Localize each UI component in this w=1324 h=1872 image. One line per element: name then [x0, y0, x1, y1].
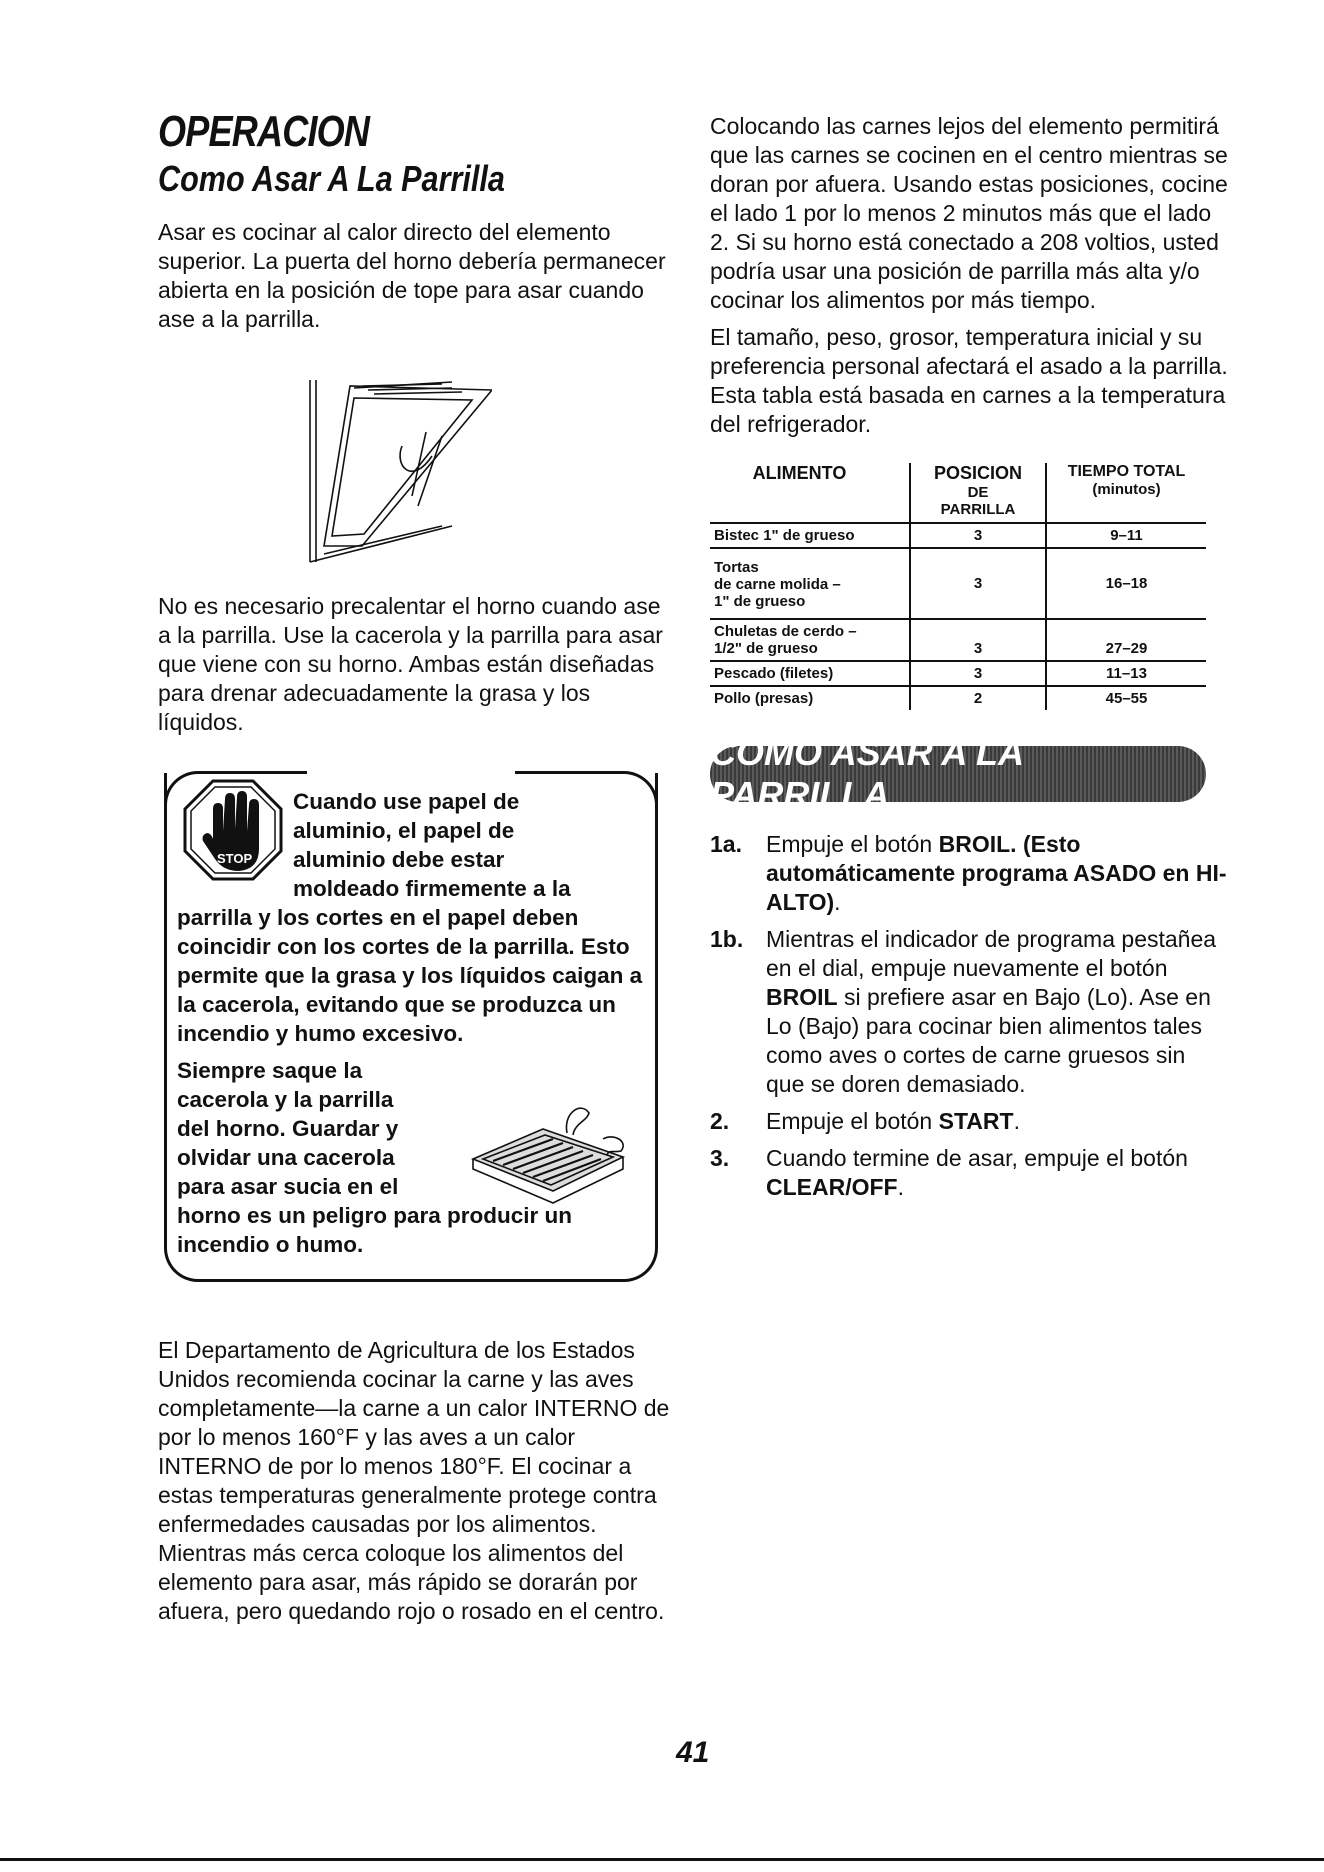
foil-warning-text: Cuando use papel de aluminio, el papel de aluminio debe estar moldeado firmemente a la parrilla y los cortes en el papel deben coincidir con los cortes de la parrilla. Esto permite que la grasa y los líquidos caigan a la cacerola, evitando que se produzca un incendio y humo excesivo. Siempre saque la cacerola y la parrilla del horno. Guardar y olvidar una cacerola para asar sucia en el horno es un peligro para producir un incendio o humo.	[177, 787, 645, 1259]
section-title: OPERACION	[158, 107, 370, 156]
header-food: ALIMENTO	[710, 463, 910, 523]
bottom-rule	[0, 1858, 1324, 1861]
stop-hand-icon	[183, 779, 283, 889]
svg-text:STOP: STOP	[217, 851, 253, 866]
broil-steps-list	[710, 830, 1230, 1202]
intro-paragraph: Asar es cocinar al calor directo del elemento superior. La puerta del horno debería permanecer abierta en la posición de tope para asar cuando ase a la parrilla.	[158, 219, 666, 332]
list-item: 1b. Mientras el indicador de programa pestañea en el dial, empuje nuevamente el botón BROIL si prefiere asar en Bajo (Lo). Ase en Lo (Bajo) para cocinar bien alimentos tales como aves o cortes de carne gruesos sin que se doren demasiado.	[710, 926, 1217, 1097]
table-row: Chuletas de cerdo – 1/2" de grueso 3 27–29	[710, 619, 1206, 661]
foil-warning-rest: parrilla y los cortes en el papel deben coincidir con los cortes de la parrilla. Esto permite que la grasa y los líquidos caigan a la cacerola, evitando que se produzca un incendio y humo excesivo.	[177, 905, 643, 1046]
section-subtitle: Como Asar A La Parrilla	[158, 158, 505, 199]
list-item: 3. Cuando termine de asar, empuje el botón CLEAR/OFF.	[710, 1145, 1188, 1200]
section-banner: COMO ASAR A LA PARRILLA	[710, 746, 1206, 802]
broiling-chart-table	[710, 463, 1206, 710]
preheat-paragraph: No es necesario precalentar el horno cuando ase a la parrilla. Use la cacerola y la parrilla para asar que viene con su horno. Ambas están diseñadas para drenar adecuadamente la grasa y los líquidos.	[158, 593, 663, 735]
header-position: POSICION DE PARRILLA	[910, 463, 1046, 523]
usda-paragraph: El Departamento de Agricultura de los Estados Unidos recomienda cocinar la carne y las aves completamente—la carne a un calor INTERNO de por lo menos 160°F y las aves a un calor INTERNO de por lo menos 180°F. El cocinar a estas temperaturas generalmente protege contra enfermedades causadas por los alimentos. Mientras más cerca coloque los alimentos del elemento para asar, más rápido se dorarán por afuera, pero quedando rojo o rosado en el centro.	[158, 1337, 670, 1624]
table-row: Tortas de carne molida – 1" de grueso 3 16–18	[710, 548, 1206, 619]
page-number: 41	[676, 1736, 710, 1769]
position-paragraph: Colocando las carnes lejos del elemento permitirá que las carnes se cocinen en el centro mientras se doran por afuera. Usando estas posiciones, cocine el lado 1 por lo menos 2 minutos más que el lado 2. Si su horno está conectado a 208 voltios, usted podría usar una posición de parrilla más alta y/o cocinar los alimentos por más tiempo.	[710, 113, 1228, 313]
table-row: Pollo (presas) 2 45–55	[710, 686, 1206, 710]
list-item: 2. Empuje el botón START.	[710, 1108, 1020, 1134]
factors-paragraph: El tamaño, peso, grosor, temperatura inicial y su preferencia personal afectará el asado a la parrilla. Esta tabla está basada en carnes a la temperatura del refrigerador.	[710, 324, 1228, 437]
pan-warning-text: Siempre saque la cacerola y la parrilla del horno. Guardar y olvidar una cacerola para asar sucia en el horno es un peligro para producir un incendio o humo.	[177, 1058, 573, 1257]
table-header-row	[710, 463, 1206, 523]
broiler-pan-illustration	[463, 1099, 633, 1219]
left-column	[158, 108, 678, 1626]
oven-door-illustration	[302, 376, 492, 566]
header-time: TIEMPO TOTAL (minutos)	[1046, 463, 1206, 523]
list-item: 1a. Empuje el botón BROIL. (Esto automáticamente programa ASADO en HI-ALTO).	[710, 831, 1227, 915]
table-row: Pescado (filetes) 3 11–13	[710, 661, 1206, 686]
right-column	[710, 112, 1230, 1210]
table-row: Bistec 1" de grueso 3 9–11	[710, 523, 1206, 548]
foil-warning-box	[164, 773, 658, 1282]
